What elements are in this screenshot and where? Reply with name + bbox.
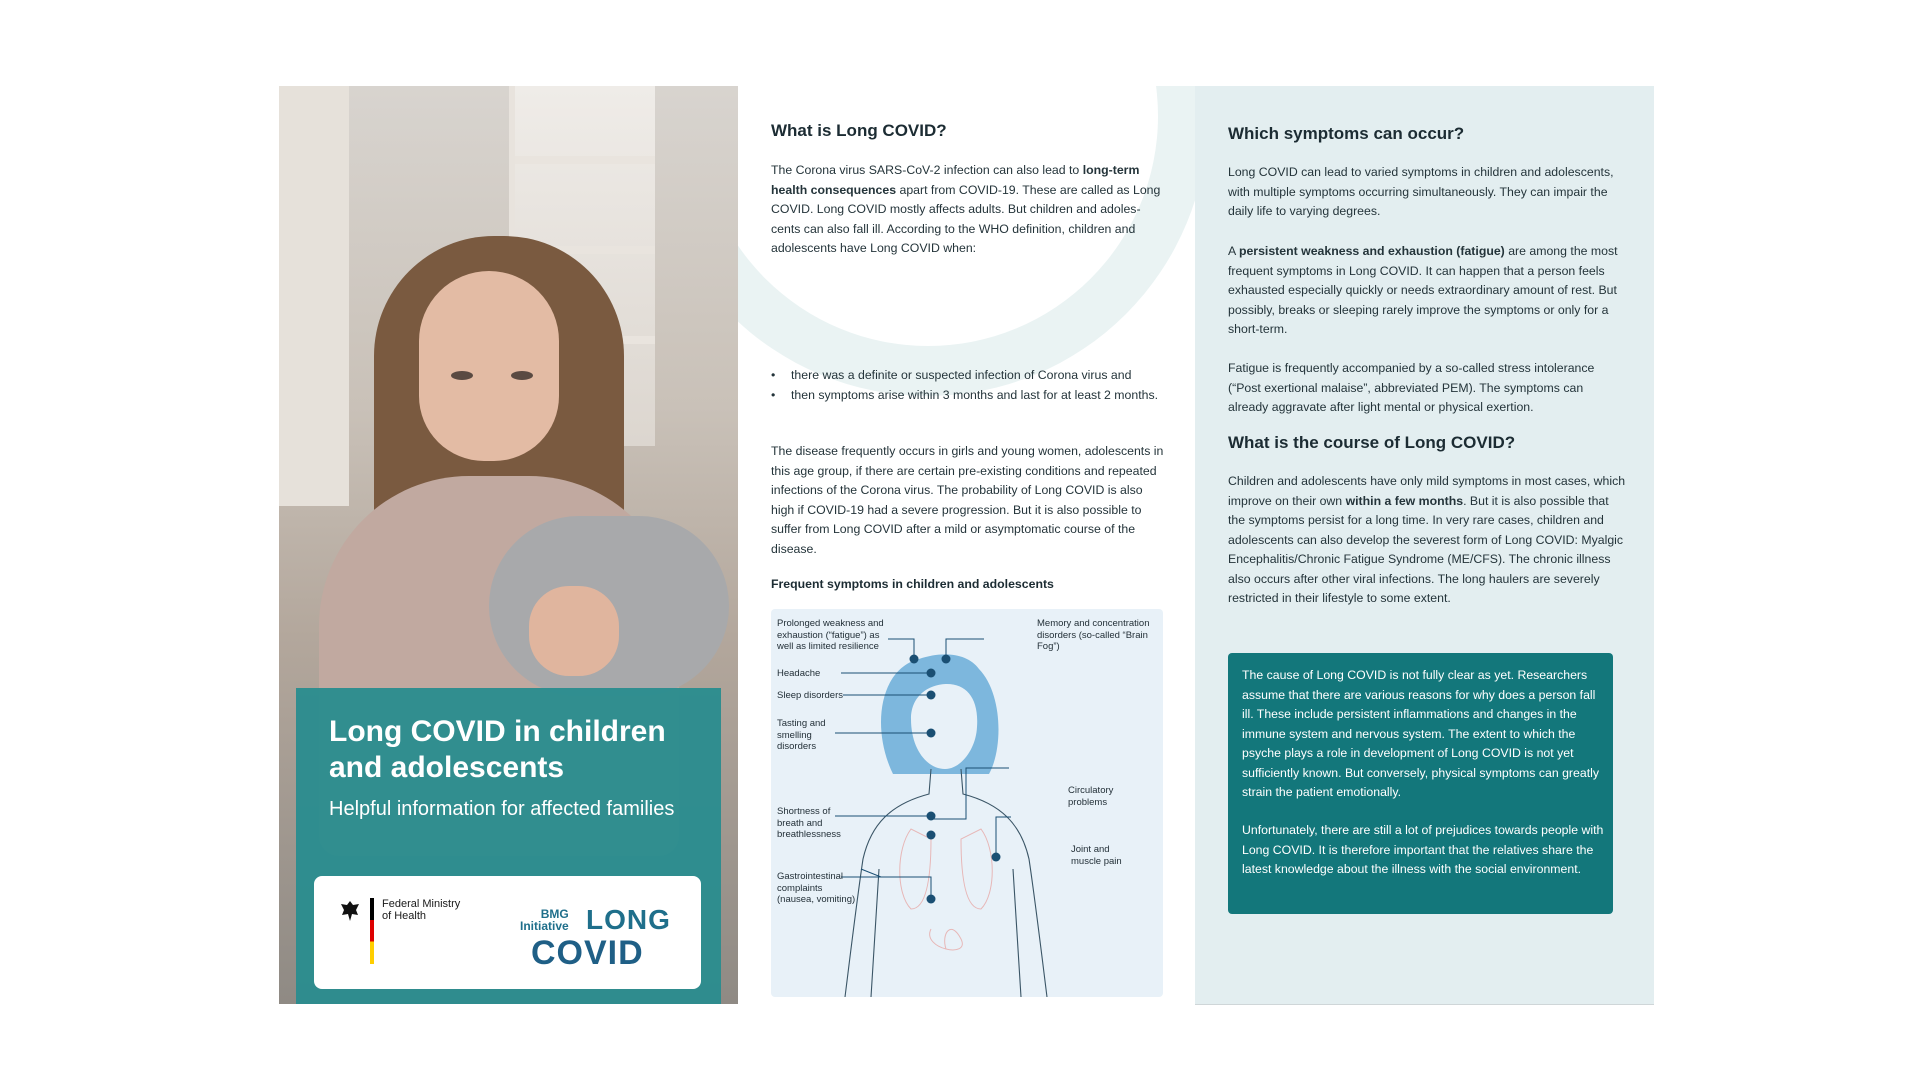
right-panel bbox=[1195, 86, 1654, 1005]
right-eye bbox=[511, 371, 533, 380]
fatigue-paragraph bbox=[1228, 242, 1626, 340]
label-memory: Memory and concentration disorders (so-called “Brain Fog”) bbox=[1037, 618, 1150, 652]
what-is-heading: What is Long COVID? bbox=[771, 121, 947, 140]
cover-panel bbox=[279, 86, 738, 1004]
cover-subtitle: Helpful information for affected families bbox=[329, 798, 675, 820]
prejudice-paragraph: Unfortunately, there are still a lot of prejudices towards people with Long COVID. It is therefore important that the relatives share the latest knowledge about the illness with the social environment. bbox=[1242, 823, 1604, 876]
label-joint: Joint and muscle pain bbox=[1071, 844, 1122, 867]
symptom-diagram bbox=[771, 609, 1163, 997]
symptoms-occur-heading: Which symptoms can occur? bbox=[1228, 124, 1465, 143]
label-gastro: Gastrointestinal complaints (nausea, vomiting) bbox=[777, 871, 856, 905]
label-circulatory: Circulatory problems bbox=[1068, 785, 1114, 808]
p4-bold: within a few months bbox=[1345, 493, 1464, 508]
p2-text-b: are among the most frequent symptoms in Long COVID. It can happen that a person feels exhausted especially quickly or needs extraordinary amount of rest. But possibly, breaks or sleeping rarely improve the symptoms or only for a short-term. bbox=[1228, 244, 1618, 336]
ministry-name: Federal Ministry of Health bbox=[382, 898, 461, 922]
list-item: • there was a definite or suspected infection of Corona virus and bbox=[771, 366, 1166, 386]
p2-bold: persistent weakness and exhaustion (fatigue) bbox=[1238, 244, 1505, 258]
initiative-bmg: BMG bbox=[540, 907, 569, 921]
left-eye bbox=[451, 371, 473, 380]
cause-paragraph: The cause of Long COVID is not fully clear as yet. Researchers assume that there are various reasons for why does a person fall ill. These include persistent inflammations and changes in the immune system and nervous system. The extent to which the psyche plays a role in development of Long COVID is not yet sufficiently known. But conversely, physical symptoms can greatly strain the patient emotionally. bbox=[1242, 668, 1599, 799]
p1-bold: long-term health consequences bbox=[771, 163, 1140, 197]
p4-text-a: Children and adolescents have only mild symptoms in most cases, which improve on their own bbox=[1228, 474, 1626, 508]
eagle-icon bbox=[340, 900, 360, 922]
course-paragraph bbox=[1228, 472, 1626, 609]
german-flag-bar bbox=[370, 898, 374, 964]
who-criteria-list bbox=[771, 366, 1166, 405]
p1-text-a: The Corona virus SARS-CoV-2 infection can also lead to bbox=[771, 163, 1083, 177]
label-sleep: Sleep disorders bbox=[777, 690, 844, 701]
cause-info-box bbox=[1228, 653, 1613, 914]
cover-title: Long COVID in children and adolescents bbox=[329, 715, 666, 784]
intro-paragraph bbox=[771, 161, 1166, 259]
label-taste: Tasting and smelling disorders bbox=[777, 718, 826, 752]
symptoms-paragraph: Long COVID can lead to varied symptoms in children and adolescents, with multiple symptoms occurring simultaneously. They can impair the daily life to varying degrees. bbox=[1228, 165, 1614, 218]
pem-paragraph: Fatigue is frequently accompanied by a so-called stress intolerance (“Post exertional malaise”, abbreviated PEM). The symptoms can already aggravate after light mental or physical exertion. bbox=[1228, 361, 1595, 414]
list-item: • then symptoms arise within 3 months and last for at least 2 months. bbox=[771, 386, 1166, 406]
p1-text-b: apart from COVID-19. These are called as Long COVID. Long COVID mostly affects adults. But children and adoles-cents can also fall ill. According to the WHO definition, children and adolescents have Long COVID when: bbox=[771, 182, 1161, 255]
initiative-label bbox=[520, 908, 569, 932]
risk-paragraph: The disease frequently occurs in girls and young women, adolescents in this age group, if there are certain pre-existing conditions and repeated infections of the Corona virus. The probability of Long COVID is also high if COVID-19 had a severe progression. But it is also possible to suffer from Long COVID after a mild or asymptomatic course of the disease. bbox=[771, 444, 1164, 556]
label-breath: Shortness of breath and breathlessness bbox=[777, 806, 841, 840]
face bbox=[419, 271, 559, 461]
initiative-word: Initiative bbox=[520, 919, 569, 933]
torso-outline bbox=[845, 769, 1047, 997]
hand bbox=[529, 586, 619, 676]
course-heading: What is the course of Long COVID? bbox=[1228, 433, 1516, 452]
logo-card bbox=[314, 876, 701, 989]
logo-long: LONG bbox=[586, 904, 671, 935]
p2-text-a: A bbox=[1228, 244, 1239, 258]
mirror bbox=[279, 86, 349, 506]
symptoms-heading: Frequent symptoms in children and adolescents bbox=[771, 577, 1054, 591]
intestine bbox=[930, 929, 963, 950]
lungs bbox=[900, 829, 993, 909]
label-fatigue: Prolonged weakness and exhaustion (“fatigue”) as well as limited resilience bbox=[777, 618, 884, 652]
middle-panel bbox=[738, 86, 1195, 1004]
label-headache: Headache bbox=[777, 668, 821, 679]
logo-covid: COVID bbox=[531, 934, 644, 972]
p4-text-b: . But it is also possible that the symptoms persist for a long time. In very rare cases, children and adolescents can also develop the severest form of Long COVID: Myalgic Encephalitis/Chronic Fatigue Syndrome (ME/CFS). The chronic illness also occurs after other viral infections. The long haulers are severely restricted in their lifestyle to some extent. bbox=[1228, 493, 1624, 605]
